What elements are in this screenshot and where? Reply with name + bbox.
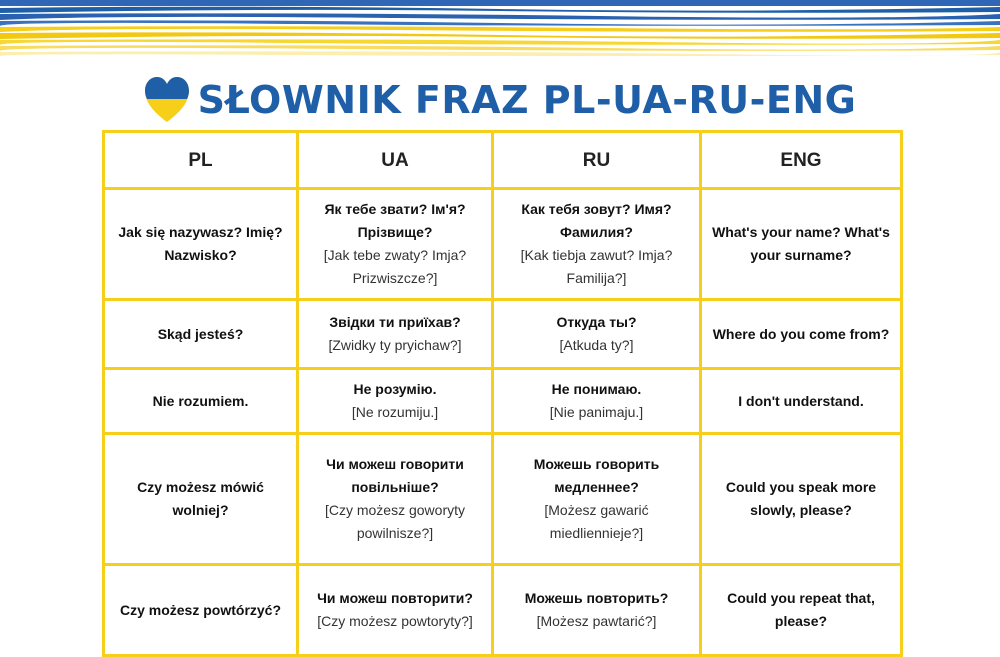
- header-ru: RU: [493, 132, 701, 189]
- cell-eng: [701, 565, 902, 656]
- cell-eng: [701, 189, 902, 300]
- phrase-ua: Не розумію.: [353, 381, 437, 397]
- phrase-pl: Nie rozumiem.: [152, 392, 249, 409]
- transliteration-ru: [Możesz pawtarić?]: [536, 613, 657, 629]
- heart-icon: [144, 75, 190, 125]
- phrase-eng: Could you repeat that, please?: [727, 590, 875, 629]
- transliteration-ru: [Atkuda ty?]: [559, 337, 634, 353]
- cell-ru: [493, 565, 701, 656]
- phrase-ru: Как тебя зовут? Имя? Фамилия?: [521, 201, 672, 240]
- cell-pl: [104, 369, 298, 434]
- header-ua: UA: [298, 132, 493, 189]
- transliteration-ru: [Kak tiebja zawut? Imja? Familija?]: [520, 247, 673, 286]
- cell-eng: [701, 369, 902, 434]
- transliteration-ua: [Zwidky ty pryichaw?]: [328, 337, 462, 353]
- cell-ru: [493, 369, 701, 434]
- phrase-ua: Звідки ти приїхав?: [329, 314, 461, 330]
- phrase-table: [102, 130, 903, 657]
- cell-ua: [298, 369, 493, 434]
- page-title: SŁOWNIK FRAZ PL-UA-RU-ENG: [197, 78, 857, 122]
- phrase-ru: Можешь говорить медленнее?: [533, 456, 660, 495]
- cell-pl: [104, 434, 298, 565]
- header-pl: PL: [104, 132, 298, 189]
- phrase-ua: Як тебе звати? Ім'я? Прізвище?: [324, 201, 466, 240]
- cell-pl: [104, 300, 298, 369]
- cell-ua: [298, 434, 493, 565]
- cell-pl: [104, 189, 298, 300]
- phrase-ru: Не понимаю.: [551, 381, 642, 397]
- phrase-eng: Could you speak more slowly, please?: [725, 479, 877, 518]
- header-row: [104, 132, 902, 189]
- title-row: [0, 70, 1000, 130]
- table-row: [104, 300, 902, 369]
- phrase-pl: Jak się nazywasz? Imię? Nazwisko?: [118, 224, 283, 263]
- header-eng: ENG: [701, 132, 902, 189]
- phrase-eng: I don't understand.: [738, 392, 864, 409]
- cell-eng: [701, 300, 902, 369]
- cell-ru: [493, 434, 701, 565]
- cell-eng: [701, 434, 902, 565]
- transliteration-ua: [Czy możesz powtoryty?]: [317, 613, 473, 629]
- cell-pl: [104, 565, 298, 656]
- flag-banner: [0, 0, 1000, 58]
- transliteration-ua: [Jak tebe zwaty? Imja? Prizwiszcze?]: [323, 247, 467, 286]
- phrase-ru: Можешь повторить?: [524, 590, 669, 606]
- transliteration-ua: [Ne rozumiju.]: [351, 404, 439, 420]
- cell-ua: [298, 300, 493, 369]
- cell-ru: [493, 189, 701, 300]
- flag-stripes-graphic: [0, 0, 1000, 58]
- table-row: [104, 434, 902, 565]
- phrase-eng: Where do you come from?: [712, 325, 890, 342]
- transliteration-ru: [Nie panimaju.]: [549, 404, 644, 420]
- phrase-ua: Чи можеш говорити повільніше?: [326, 456, 464, 495]
- phrase-pl: Czy możesz mówić wolniej?: [137, 479, 264, 518]
- phrase-pl: Skąd jesteś?: [157, 325, 244, 342]
- table-row: [104, 189, 902, 300]
- phrase-pl: Czy możesz powtórzyć?: [119, 601, 282, 618]
- phrase-eng: What's your name? What's your surname?: [712, 224, 890, 263]
- phrase-ru: Откуда ты?: [556, 314, 637, 330]
- table-row: [104, 565, 902, 656]
- cell-ua: [298, 565, 493, 656]
- transliteration-ua: [Czy możesz goworyty powilnisze?]: [324, 502, 466, 541]
- table-row: [104, 369, 902, 434]
- phrase-ua: Чи можеш повторити?: [317, 590, 473, 606]
- cell-ua: [298, 189, 493, 300]
- cell-ru: [493, 300, 701, 369]
- transliteration-ru: [Możesz gawarić miedliennieje?]: [544, 502, 649, 541]
